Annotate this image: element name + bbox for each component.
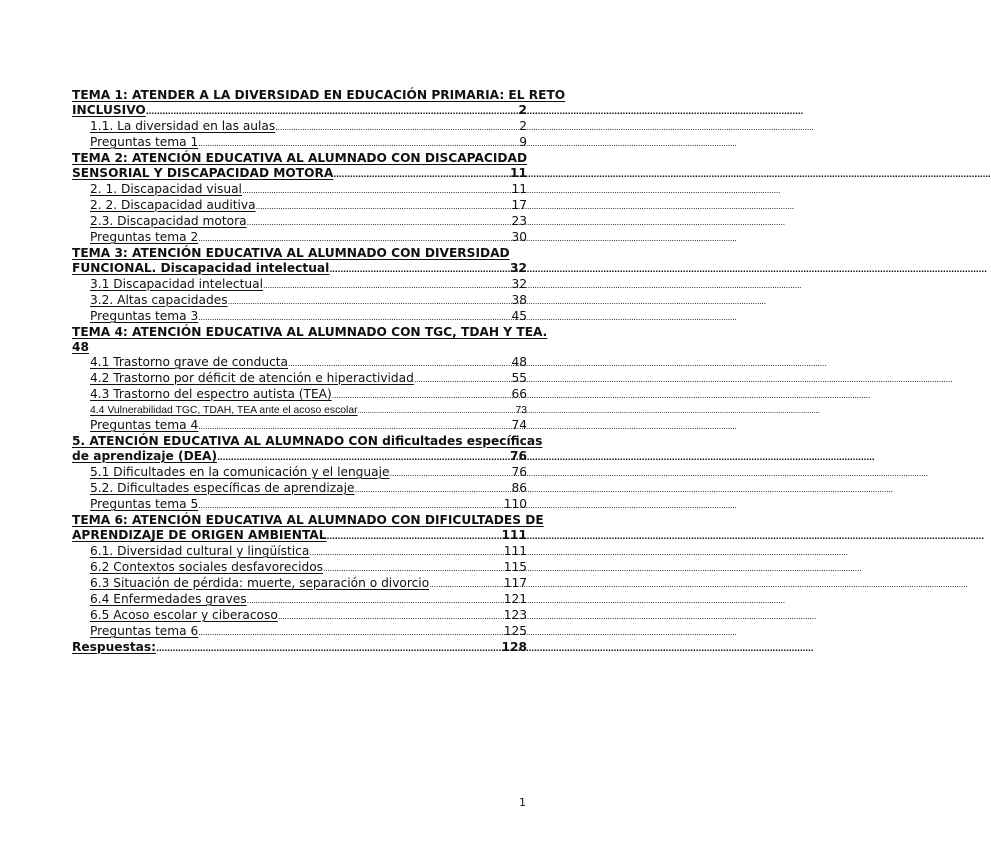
toc-leader-dots <box>390 465 511 481</box>
toc-entry[interactable] <box>72 182 527 198</box>
toc-page-number: 2 <box>518 103 527 117</box>
toc-entry-title-line: TEMA 1: ATENDER A LA DIVERSIDAD EN EDUCACIÓN PRIMARIA: EL RETO <box>72 88 566 102</box>
toc-entry[interactable] <box>72 418 527 434</box>
toc-leader-dots <box>414 371 511 387</box>
page-number: 1 <box>519 796 526 809</box>
toc-entry[interactable] <box>72 608 527 624</box>
toc-page-number: 76 <box>510 449 527 463</box>
toc-page-number: 23 <box>511 214 527 228</box>
toc-leader-dots <box>323 560 503 576</box>
toc-entry[interactable] <box>72 465 527 481</box>
toc-entry-title: Preguntas tema 4 <box>90 418 199 432</box>
toc-entry-title: Preguntas tema 6 <box>90 624 199 638</box>
toc-entry[interactable] <box>72 403 527 418</box>
toc-page-number: 111 <box>503 544 527 558</box>
toc-leader-dots <box>429 576 503 592</box>
toc-leader-dots <box>198 309 510 325</box>
toc-leader-dots <box>332 387 511 403</box>
toc-entry-title-line: TEMA 2: ATENCIÓN EDUCATIVA AL ALUMNADO CON DISCAPACIDAD <box>72 151 528 165</box>
toc-page-number: 76 <box>511 465 527 479</box>
toc-entry[interactable] <box>72 624 527 640</box>
toc-entry-title: 4.4 Vulnerabilidad TGC, TDAH, TEA ante el acoso escolar <box>90 405 358 416</box>
toc-page-number: 111 <box>501 528 527 542</box>
toc-leader-dots <box>354 481 510 497</box>
toc-leader-dots <box>278 608 503 624</box>
toc-leader-dots <box>275 119 518 135</box>
toc-entry-title: 6.3 Situación de pérdida: muerte, separación o divorcio <box>90 576 430 590</box>
toc-entry-title: de aprendizaje (DEA) <box>72 449 218 463</box>
toc-entry-title: 6.1. Diversidad cultural y lingüística <box>90 544 310 558</box>
toc-entry-title-line: TEMA 6: ATENCIÓN EDUCATIVA AL ALUMNADO CON DIFICULTADES DE <box>72 513 544 527</box>
toc-entry-title: 4.2 Trastorno por déficit de atención e hiperactividad <box>90 371 414 385</box>
toc-entry-title: 3.2. Altas capacidades <box>90 293 228 307</box>
toc-entry-title: Preguntas tema 5 <box>90 497 199 511</box>
toc-entry[interactable] <box>72 576 527 592</box>
toc-entry-title: FUNCIONAL. Discapacidad intelectual <box>72 261 330 275</box>
table-of-contents <box>72 88 566 656</box>
toc-entry[interactable] <box>72 151 527 182</box>
toc-page-number: 110 <box>503 497 527 511</box>
toc-leader-dots <box>242 182 511 198</box>
toc-entry-title: 3.1 Discapacidad intelectual <box>90 277 263 291</box>
toc-entry-title: Preguntas tema 3 <box>90 309 199 323</box>
toc-entry-title: 6.4 Enfermedades graves <box>90 592 247 606</box>
toc-page-number: 55 <box>511 371 527 385</box>
toc-entry[interactable] <box>72 497 527 513</box>
toc-page-number: 48 <box>511 355 527 369</box>
toc-entry[interactable] <box>72 293 527 309</box>
toc-entry[interactable] <box>72 544 527 560</box>
toc-entry[interactable] <box>72 135 527 151</box>
toc-leader-dots <box>228 293 511 309</box>
toc-page-number: 125 <box>503 624 527 638</box>
toc-leader-dots <box>146 103 518 119</box>
toc-page-number: 9 <box>519 135 527 149</box>
toc-entry-title: 2. 1. Discapacidad visual <box>90 182 242 196</box>
toc-leader-dots <box>327 528 501 544</box>
toc-entry[interactable] <box>72 230 527 246</box>
toc-page-number: 74 <box>511 418 527 432</box>
toc-leader-dots <box>198 418 510 434</box>
toc-entry-title: 5.2. Dificultades específicas de aprendizaje <box>90 481 355 495</box>
toc-page-number: 2 <box>519 119 527 133</box>
toc-page-number: 121 <box>503 592 527 606</box>
toc-entry-title: 6.2 Contextos sociales desfavorecidos <box>90 560 324 574</box>
toc-entry-title: 6.5 Acoso escolar y ciberacoso <box>90 608 278 622</box>
toc-page-number: 115 <box>503 560 527 574</box>
toc-entry-title: 1.1. La diversidad en las aulas <box>90 119 276 133</box>
toc-page-number: 11 <box>511 182 527 196</box>
toc-entry-title: INCLUSIVO <box>72 103 146 117</box>
toc-leader-dots <box>198 230 510 246</box>
toc-leader-dots <box>263 277 511 293</box>
toc-entry[interactable] <box>72 119 527 135</box>
toc-entry[interactable] <box>72 387 527 403</box>
toc-entry-title: APRENDIZAJE DE ORIGEN AMBIENTAL <box>72 528 327 542</box>
toc-page-number: 66 <box>511 387 527 401</box>
toc-page-number: 128 <box>501 640 527 654</box>
toc-entry[interactable] <box>72 214 527 230</box>
toc-page-number: 38 <box>511 293 527 307</box>
toc-entry[interactable] <box>72 434 543 465</box>
toc-entry[interactable] <box>72 513 544 544</box>
toc-page-number: 117 <box>503 576 527 590</box>
toc-entry[interactable] <box>72 355 527 371</box>
toc-entry[interactable] <box>72 325 548 355</box>
toc-page-number: 73 <box>515 405 527 416</box>
toc-entry-title: Preguntas tema 2 <box>90 230 199 244</box>
toc-leader-dots <box>247 214 511 230</box>
toc-entry-title-line: 5. ATENCIÓN EDUCATIVA AL ALUMNADO CON dificultades específicas <box>72 434 543 448</box>
toc-entry-title-line: TEMA 4: ATENCIÓN EDUCATIVA AL ALUMNADO CON TGC, TDAH Y TEA. <box>72 325 548 339</box>
toc-entry[interactable] <box>72 560 527 576</box>
toc-entry[interactable] <box>72 246 527 277</box>
toc-entry[interactable] <box>72 481 527 497</box>
toc-leader-dots <box>358 403 515 418</box>
toc-entry-title: 2. 2. Discapacidad auditiva <box>90 198 256 212</box>
toc-leader-dots <box>256 198 511 214</box>
toc-page-number: 32 <box>510 261 527 275</box>
toc-entry-title: 4.1 Trastorno grave de conducta <box>90 355 289 369</box>
toc-entry-title: 48 <box>72 340 89 354</box>
toc-page-number: 30 <box>511 230 527 244</box>
toc-page-number: 86 <box>511 481 527 495</box>
toc-page-number: 11 <box>510 166 527 180</box>
toc-entry-title: Preguntas tema 1 <box>90 135 199 149</box>
toc-leader-dots <box>309 544 502 560</box>
toc-leader-dots <box>333 166 509 182</box>
toc-page-number: 32 <box>511 277 527 291</box>
toc-leader-dots <box>198 497 502 513</box>
toc-leader-dots <box>198 135 518 151</box>
toc-leader-dots <box>288 355 510 371</box>
toc-entry[interactable] <box>72 309 527 325</box>
toc-entry-title: SENSORIAL Y DISCAPACIDAD MOTORA <box>72 166 334 180</box>
toc-entry[interactable] <box>72 371 527 387</box>
toc-leader-dots <box>198 624 502 640</box>
toc-page-number: 45 <box>511 309 527 323</box>
toc-leader-dots <box>217 449 509 465</box>
toc-leader-dots <box>329 261 509 277</box>
toc-entry[interactable] <box>72 198 527 214</box>
toc-leader-dots <box>247 592 503 608</box>
toc-entry[interactable] <box>72 592 527 608</box>
toc-entry-title: Respuestas: <box>72 640 157 654</box>
toc-page-number: 123 <box>503 608 527 622</box>
toc-page-number: 17 <box>511 198 527 212</box>
toc-entry[interactable] <box>72 88 566 119</box>
toc-entry-title: 2.3. Discapacidad motora <box>90 214 247 228</box>
toc-leader-dots <box>156 640 501 656</box>
toc-entry-title-line: TEMA 3: ATENCIÓN EDUCATIVA AL ALUMNADO CON DIVERSIDAD <box>72 246 510 260</box>
toc-entry[interactable] <box>72 277 527 293</box>
toc-entry-title: 4.3 Trastorno del espectro autista (TEA) <box>90 387 332 401</box>
toc-entry[interactable] <box>72 640 527 656</box>
toc-entry-title: 5.1 Dificultades en la comunicación y el lenguaje <box>90 465 390 479</box>
